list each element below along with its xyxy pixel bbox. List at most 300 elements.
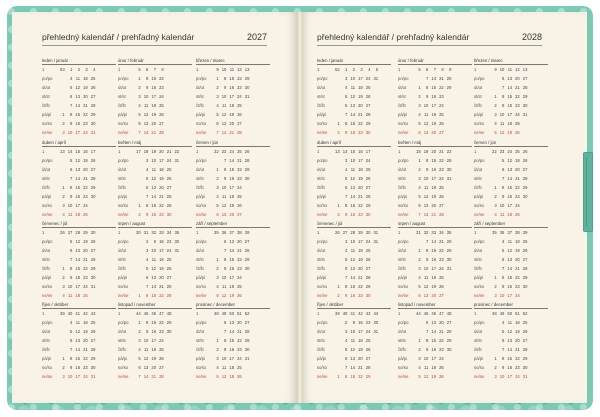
weekday-row	[118, 83, 192, 92]
day-number	[57, 156, 65, 165]
weekday-label: út/ut	[317, 329, 326, 334]
day-number	[133, 282, 141, 291]
week-number: 31	[416, 230, 421, 235]
day-number: 30	[90, 275, 96, 280]
day-number: 18	[229, 365, 235, 370]
day-number: 25	[515, 121, 520, 126]
day-number: 7	[70, 103, 73, 108]
day-number: 14	[151, 194, 157, 199]
day-number: 19	[151, 112, 157, 117]
day-number: 30	[90, 194, 96, 199]
day-number: 6	[502, 257, 505, 262]
day-number: 11	[222, 194, 227, 199]
day-number: 4	[502, 320, 505, 325]
day-number: 4	[494, 121, 497, 126]
week-label: 1	[317, 230, 320, 235]
week-number: 34	[166, 230, 172, 235]
day-number: 27	[90, 167, 96, 172]
day-number	[211, 327, 219, 336]
month-name: leden / január	[317, 57, 391, 65]
day-number	[211, 246, 219, 255]
day-number: 11	[507, 320, 513, 325]
day-number: 2	[494, 194, 497, 199]
week-label: 1	[118, 67, 121, 72]
day-number: 26	[522, 158, 528, 163]
week-numbers-row	[42, 309, 116, 318]
day-number	[171, 282, 179, 291]
month-name: únor / február	[398, 57, 472, 65]
weekday-label: po/po	[317, 76, 328, 81]
month-name: listopad / november	[118, 301, 192, 309]
day-number: 19	[431, 374, 437, 379]
weekday-label: so/so	[196, 284, 207, 289]
day-number: 14	[75, 103, 81, 108]
day-number: 13	[75, 248, 81, 253]
month-block-right-11	[398, 301, 472, 381]
weekday-row	[118, 336, 192, 345]
day-number	[332, 183, 340, 192]
weekday-row	[42, 318, 116, 327]
day-number: 26	[237, 293, 242, 298]
day-number	[332, 354, 340, 363]
weekday-row	[42, 372, 116, 381]
month-name: říjen / október	[42, 301, 116, 309]
week-number: 32	[151, 230, 157, 235]
weekday-row	[196, 327, 270, 336]
day-number: 24	[515, 112, 520, 117]
day-number: 19	[431, 284, 437, 289]
weekday-row	[118, 110, 192, 119]
day-number: 5	[70, 239, 73, 244]
week-number: 50	[507, 311, 513, 316]
day-number: 16	[507, 194, 513, 199]
weekday-row	[474, 165, 548, 174]
day-number: 12	[350, 257, 356, 262]
day-number: 17	[151, 94, 157, 99]
weekday-label: so/so	[196, 121, 207, 126]
day-number: 25	[522, 239, 528, 244]
day-number: 2	[337, 130, 340, 135]
day-number	[370, 101, 378, 110]
day-number: 15	[229, 167, 235, 172]
day-number: 10	[350, 329, 356, 334]
day-number: 4	[138, 347, 141, 352]
day-number: 8	[426, 248, 429, 253]
weekday-label: so/so	[398, 365, 409, 370]
weekday-label: po/po	[42, 320, 53, 325]
weekday-label: pá/pi	[474, 356, 484, 361]
weekday-row	[474, 74, 548, 83]
elastic-band	[583, 152, 593, 232]
week-number: 46	[151, 311, 157, 316]
weekday-row	[398, 119, 472, 128]
day-number: 4	[345, 338, 348, 343]
day-number: 20	[358, 356, 363, 361]
day-number: 29	[244, 257, 250, 262]
week-number: 17	[90, 149, 96, 154]
day-number: 21	[83, 176, 88, 181]
weekday-label: út/ut	[398, 167, 407, 172]
day-number: 29	[365, 284, 371, 289]
week-number: 22	[174, 149, 180, 154]
day-number: 16	[431, 167, 437, 172]
week-number: 48	[166, 311, 172, 316]
day-number: 3	[418, 176, 421, 181]
week-number: 43	[365, 311, 371, 316]
day-number	[332, 174, 340, 183]
day-number	[489, 264, 497, 273]
weekday-row	[317, 255, 391, 264]
week-number: 25	[515, 149, 520, 154]
weekday-row	[196, 110, 270, 119]
weekday-label: st/st	[398, 257, 406, 262]
weekday-label: pá/pi	[42, 356, 52, 361]
day-number: 19	[83, 239, 88, 244]
weekday-row	[317, 119, 391, 128]
day-number: 15	[151, 320, 157, 325]
day-number: 21	[358, 275, 363, 280]
week-label: 1	[474, 149, 477, 154]
day-number: 1	[494, 275, 497, 280]
week-numbers-row	[196, 228, 270, 237]
weekday-row	[317, 183, 391, 192]
weekday-label: út/ut	[196, 329, 205, 334]
weekday-row	[118, 318, 192, 327]
day-number: 30	[365, 293, 371, 298]
weekday-row	[398, 246, 472, 255]
weekday-label: čt/št	[474, 266, 482, 271]
week-number: 17	[365, 149, 371, 154]
day-number	[444, 291, 452, 300]
weekday-row	[196, 101, 270, 110]
month-block-right-12	[474, 301, 548, 381]
week-number: 46	[431, 311, 437, 316]
month-block-left-5	[118, 139, 192, 219]
week-label: 1	[317, 67, 320, 72]
day-number: 18	[83, 76, 88, 81]
weekday-label: út/ut	[42, 248, 51, 253]
day-number: 12	[75, 158, 81, 163]
weekday-row	[196, 345, 270, 354]
day-number: 5	[216, 112, 219, 117]
day-number	[489, 83, 497, 92]
day-number: 30	[446, 347, 452, 352]
month-block-right-2	[398, 57, 472, 137]
day-number: 19	[83, 85, 88, 90]
left-page-title: přehledný kalendář / prehľadný kalendár	[42, 32, 195, 42]
day-number: 2	[494, 103, 497, 108]
day-number: 23	[515, 103, 520, 108]
day-number	[444, 101, 452, 110]
day-number	[171, 183, 179, 192]
month-block-left-7	[42, 220, 116, 300]
month-name: červen / jún	[474, 139, 548, 147]
weekday-label: so/so	[398, 203, 409, 208]
day-number: 24	[515, 203, 520, 208]
weekday-row	[398, 237, 472, 246]
day-number: 24	[159, 338, 164, 343]
day-number: 14	[75, 176, 81, 181]
day-number: 27	[237, 212, 242, 217]
weekday-label: čt/št	[196, 185, 204, 190]
month-block-right-6	[474, 139, 548, 219]
weekday-label: út/ut	[118, 167, 127, 172]
day-number: 4	[216, 284, 219, 289]
day-number: 18	[358, 167, 363, 172]
day-number: 23	[159, 85, 164, 90]
day-number: 20	[151, 121, 157, 126]
day-number: 14	[350, 112, 356, 117]
day-number: 16	[151, 212, 157, 217]
day-number: 5	[418, 374, 421, 379]
week-number: 28	[350, 230, 356, 235]
day-number: 10	[221, 275, 227, 280]
day-number: 9	[224, 266, 227, 271]
month-name: únor / február	[118, 57, 192, 65]
day-number: 23	[166, 239, 172, 244]
day-number: 19	[83, 329, 88, 334]
day-number: 6	[146, 275, 149, 280]
day-number: 20	[431, 130, 437, 135]
day-number: 1	[138, 320, 141, 325]
day-number: 25	[166, 257, 172, 262]
weekday-row	[42, 110, 116, 119]
day-number: 2	[418, 94, 421, 99]
day-number	[332, 363, 340, 372]
week-number: 36	[221, 230, 227, 235]
day-number: 22	[159, 320, 164, 325]
week-number: 22	[492, 149, 497, 154]
day-number: 6	[216, 212, 219, 217]
day-number	[520, 201, 528, 210]
weekday-label: ne/ne	[474, 130, 485, 135]
weekday-label: st/st	[398, 94, 406, 99]
weekday-label: ne/ne	[474, 374, 485, 379]
day-number: 7	[146, 194, 149, 199]
month-block-left-12	[196, 301, 270, 381]
day-number: 22	[237, 338, 242, 343]
day-number: 7	[224, 329, 227, 334]
day-number: 4	[70, 320, 73, 325]
day-number: 7	[345, 194, 348, 199]
day-number: 19	[159, 266, 164, 271]
day-number: 13	[350, 103, 356, 108]
week-number: 39	[60, 311, 65, 316]
day-number: 31	[373, 239, 379, 244]
day-number: 28	[244, 248, 250, 253]
day-number: 29	[522, 275, 528, 280]
day-number: 3	[345, 158, 348, 163]
week-number: 15	[75, 149, 81, 154]
month-block-right-10	[317, 301, 391, 381]
week-number: 48	[214, 311, 219, 316]
weekday-row	[118, 201, 192, 210]
day-number: 26	[166, 176, 172, 181]
week-number: 45	[143, 311, 149, 316]
week-number: 40	[342, 311, 348, 316]
weekday-label: út/ut	[398, 85, 407, 90]
day-number: 13	[350, 266, 356, 271]
month-name: duben / apríl	[42, 139, 116, 147]
weekday-row	[118, 282, 192, 291]
weekday-label: po/po	[398, 76, 409, 81]
day-number: 18	[515, 239, 520, 244]
day-number: 14	[151, 284, 157, 289]
day-number: 1	[418, 158, 421, 163]
weekday-row	[398, 128, 472, 137]
weekday-row	[317, 201, 391, 210]
day-number: 6	[426, 320, 429, 325]
weekday-label: st/st	[474, 94, 482, 99]
day-number: 8	[426, 85, 429, 90]
day-number: 23	[83, 275, 88, 280]
day-number: 17	[75, 130, 81, 135]
day-number: 12	[143, 356, 149, 361]
day-number: 25	[365, 167, 371, 172]
day-number	[164, 345, 172, 354]
day-number: 12	[350, 176, 356, 181]
day-number: 17	[159, 248, 164, 253]
day-number: 5	[345, 347, 348, 352]
day-number: 29	[166, 293, 172, 298]
day-number: 1	[418, 338, 421, 343]
weekday-label: po/po	[118, 158, 129, 163]
day-number: 28	[244, 329, 250, 334]
day-number: 13	[221, 121, 227, 126]
day-number: 10	[499, 374, 505, 379]
weekday-label: so/so	[474, 203, 485, 208]
day-number: 14	[423, 212, 429, 217]
week-number: 51	[515, 311, 520, 316]
weekday-label: ne/ne	[118, 212, 129, 217]
month-name: prosinec / december	[196, 301, 270, 309]
day-number	[242, 273, 250, 282]
day-number: 30	[90, 365, 96, 370]
day-number: 17	[75, 374, 81, 379]
day-number	[520, 210, 528, 219]
week-number: 39	[244, 230, 250, 235]
day-number: 9	[502, 365, 505, 370]
weekday-label: so/so	[42, 203, 53, 208]
day-number: 2	[138, 329, 141, 334]
day-number: 27	[237, 121, 242, 126]
day-number: 10	[67, 203, 73, 208]
day-number: 2	[418, 347, 421, 352]
day-number: 15	[507, 94, 513, 99]
weekday-label: po/po	[317, 158, 328, 163]
weekday-row	[398, 83, 472, 92]
day-number: 27	[90, 338, 96, 343]
weekday-label: pá/pi	[317, 112, 327, 117]
week-number: 3	[85, 67, 88, 72]
day-number: 5	[494, 130, 497, 135]
day-number: 5	[216, 203, 219, 208]
month-block-left-8	[118, 220, 192, 300]
week-label: 1	[474, 230, 477, 235]
weekday-label: ne/ne	[317, 212, 328, 217]
weekday-label: st/st	[118, 338, 126, 343]
weekday-label: út/ut	[196, 167, 205, 172]
day-number: 17	[507, 203, 513, 208]
day-number: 23	[439, 347, 444, 352]
week-numbers-row	[317, 65, 391, 74]
weekday-row	[317, 101, 391, 110]
week-numbers-row	[118, 228, 192, 237]
day-number	[413, 318, 421, 327]
weekday-row	[474, 336, 548, 345]
weekday-row	[398, 336, 472, 345]
day-number	[370, 92, 378, 101]
day-number: 23	[83, 121, 88, 126]
weekday-label: pá/pi	[118, 275, 128, 280]
day-number	[332, 318, 340, 327]
weekday-label: st/st	[398, 338, 406, 343]
day-number: 13	[221, 212, 227, 217]
day-number: 20	[237, 320, 242, 325]
weekday-label: po/po	[118, 239, 129, 244]
weekday-label: st/st	[317, 94, 325, 99]
day-number	[242, 363, 250, 372]
day-number: 23	[439, 167, 444, 172]
day-number: 22	[159, 293, 164, 298]
weekday-row	[118, 327, 192, 336]
weekday-row	[474, 128, 548, 137]
weekday-row	[118, 291, 192, 300]
weekday-row	[317, 192, 391, 201]
month-block-right-5	[398, 139, 472, 219]
day-number: 7	[138, 130, 141, 135]
day-number: 18	[431, 365, 437, 370]
day-number: 4	[494, 212, 497, 217]
week-number: 17	[136, 149, 141, 154]
day-number: 20	[83, 248, 88, 253]
month-block-right-8	[398, 220, 472, 300]
day-number: 31	[174, 158, 180, 163]
day-number: 16	[159, 239, 164, 244]
day-number: 3	[494, 203, 497, 208]
day-number: 10	[143, 338, 149, 343]
weekday-row	[42, 156, 116, 165]
day-number: 10	[221, 356, 227, 361]
day-number: 24	[237, 275, 242, 280]
week-number: 10	[499, 67, 505, 72]
weekday-row	[474, 327, 548, 336]
day-number	[133, 246, 141, 255]
day-number: 15	[151, 203, 157, 208]
day-number: 29	[522, 94, 528, 99]
day-number: 1	[216, 167, 219, 172]
weekday-row	[317, 110, 391, 119]
day-number: 13	[229, 320, 235, 325]
day-number: 31	[522, 374, 528, 379]
week-number: 30	[90, 230, 96, 235]
weekday-row	[474, 345, 548, 354]
weekday-row	[196, 119, 270, 128]
day-number: 8	[502, 356, 505, 361]
day-number: 25	[522, 320, 528, 325]
day-number: 7	[426, 329, 429, 334]
week-number: 25	[237, 149, 242, 154]
day-number	[489, 237, 497, 246]
day-number: 2	[337, 293, 340, 298]
month-name: září / september	[474, 220, 548, 228]
day-number: 17	[431, 266, 437, 271]
day-number: 1	[216, 338, 219, 343]
day-number: 15	[75, 185, 81, 190]
day-number: 27	[365, 185, 371, 190]
day-number: 18	[358, 338, 363, 343]
day-number: 21	[358, 365, 363, 370]
